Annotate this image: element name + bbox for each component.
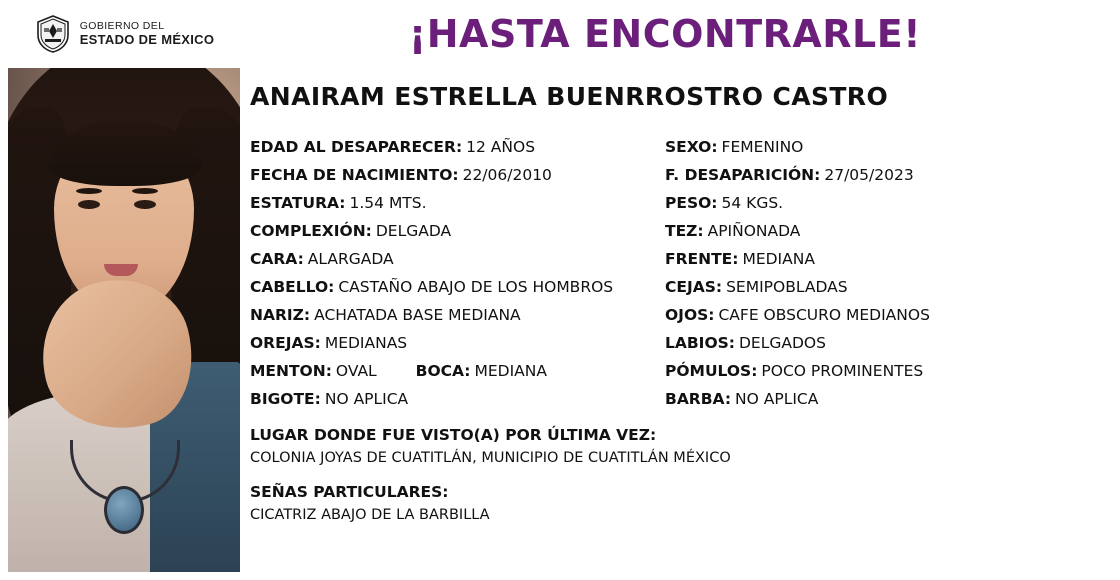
field-nariz-label: NARIZ: xyxy=(250,306,311,324)
field-orejas-label: OREJAS: xyxy=(250,334,321,352)
field-frente-value: MEDIANA xyxy=(742,250,815,268)
poster-title: ¡HASTA ENCONTRARLE! xyxy=(408,12,922,56)
field-fecha-nacimiento-value: 22/06/2010 xyxy=(462,166,552,184)
field-ojos xyxy=(665,301,1120,329)
field-peso-label: PESO: xyxy=(665,194,718,212)
field-cara-value: ALARGADA xyxy=(307,250,394,268)
person-name: ANAIRAM ESTRELLA BUENRROSTRO CASTRO xyxy=(250,82,889,111)
logo-line-1: GOBIERNO DEL xyxy=(79,19,165,32)
field-cabello-value: CASTAÑO ABAJO DE LOS HOMBROS xyxy=(338,278,614,296)
title-container xyxy=(240,12,1120,56)
field-complexion-value: DELGADA xyxy=(375,222,452,240)
necklace-pendant xyxy=(104,486,144,534)
field-bigote-label: BIGOTE: xyxy=(250,390,321,408)
field-bigote-value: NO APLICA xyxy=(324,390,409,408)
field-orejas-value: MEDIANAS xyxy=(324,334,408,352)
field-sexo-label: SEXO: xyxy=(665,138,718,156)
field-nariz-value: ACHATADA BASE MEDIANA xyxy=(314,306,521,324)
field-ojos-value: CAFE OBSCURO MEDIANOS xyxy=(718,306,930,324)
photo-column xyxy=(0,68,240,580)
field-boca-label: BOCA: xyxy=(415,362,471,380)
field-fecha-desaparicion xyxy=(665,161,1120,189)
field-estatura-label: ESTATURA: xyxy=(250,194,346,212)
field-tez-value: APIÑONADA xyxy=(707,222,801,240)
field-bigote xyxy=(250,385,665,413)
attributes-grid xyxy=(250,133,1120,413)
marks-value: CICATRIZ ABAJO DE LA BARBILLA xyxy=(250,507,490,523)
last-seen-value: COLONIA JOYAS DE CUATITLÁN, MUNICIPIO DE CUATITLÁN MÉXICO xyxy=(250,450,731,466)
field-cara-label: CARA: xyxy=(250,250,304,268)
field-fecha-nacimiento xyxy=(250,161,665,189)
field-estatura-value: 1.54 MTS. xyxy=(349,194,427,212)
state-crest-icon xyxy=(36,15,70,53)
field-fecha-nacimiento-label: FECHA DE NACIMIENTO: xyxy=(250,166,459,184)
field-pomulos xyxy=(665,357,1120,385)
field-labios-value: DELGADOS xyxy=(739,334,826,352)
field-barba-value: NO APLICA xyxy=(735,390,819,408)
marks-label: SEÑAS PARTICULARES: xyxy=(250,483,449,501)
field-labios-label: LABIOS: xyxy=(665,334,735,352)
field-nariz xyxy=(250,301,665,329)
field-pomulos-value: POCO PROMINENTES xyxy=(761,362,924,380)
field-pomulos-label: PÓMULOS: xyxy=(665,362,758,380)
field-barba-label: BARBA: xyxy=(665,390,732,408)
field-fecha-desaparicion-label: F. DESAPARICIÓN: xyxy=(665,166,821,184)
field-menton-label: MENTON: xyxy=(250,362,332,380)
field-cabello xyxy=(250,273,665,301)
distinguishing-marks-block xyxy=(250,480,1120,527)
poster-header xyxy=(0,0,1120,68)
field-sexo-value: FEMENINO xyxy=(721,138,804,156)
eye-left xyxy=(78,200,100,209)
field-cejas xyxy=(665,273,1120,301)
logo-text xyxy=(80,21,215,47)
poster-body xyxy=(0,68,1120,580)
field-cabello-label: CABELLO: xyxy=(250,278,335,296)
field-edad-label: EDAD AL DESAPARECER: xyxy=(250,138,463,156)
field-edad-value: 12 AÑOS xyxy=(466,138,536,156)
field-estatura xyxy=(250,189,665,217)
eye-right xyxy=(134,200,156,209)
field-labios xyxy=(665,329,1120,357)
field-ojos-label: OJOS: xyxy=(665,306,715,324)
eyebrow-left xyxy=(76,188,102,194)
field-boca-value: MEDIANA xyxy=(474,362,547,380)
field-cara xyxy=(250,245,665,273)
field-edad xyxy=(250,133,665,161)
field-peso xyxy=(665,189,1120,217)
logo-line-2: ESTADO DE MÉXICO xyxy=(79,31,215,47)
field-sexo xyxy=(665,133,1120,161)
field-tez xyxy=(665,217,1120,245)
field-frente xyxy=(665,245,1120,273)
field-frente-label: FRENTE: xyxy=(665,250,739,268)
field-menton-boca xyxy=(250,357,665,385)
last-seen-label: LUGAR DONDE FUE VISTO(A) POR ÚLTIMA VEZ: xyxy=(250,426,657,444)
field-barba xyxy=(665,385,1120,413)
field-complexion xyxy=(250,217,665,245)
government-logo xyxy=(0,0,240,68)
field-complexion-label: COMPLEXIÓN: xyxy=(250,222,372,240)
field-menton-value: OVAL xyxy=(335,362,377,380)
field-cejas-value: SEMIPOBLADAS xyxy=(726,278,848,296)
field-tez-label: TEZ: xyxy=(665,222,704,240)
field-orejas xyxy=(250,329,665,357)
details-column xyxy=(240,68,1120,580)
last-seen-block xyxy=(250,423,1120,470)
eyebrow-right xyxy=(132,188,158,194)
missing-person-photo xyxy=(8,68,240,572)
field-peso-value: 54 KGS. xyxy=(721,194,784,212)
field-fecha-desaparicion-value: 27/05/2023 xyxy=(824,166,914,184)
field-cejas-label: CEJAS: xyxy=(665,278,723,296)
